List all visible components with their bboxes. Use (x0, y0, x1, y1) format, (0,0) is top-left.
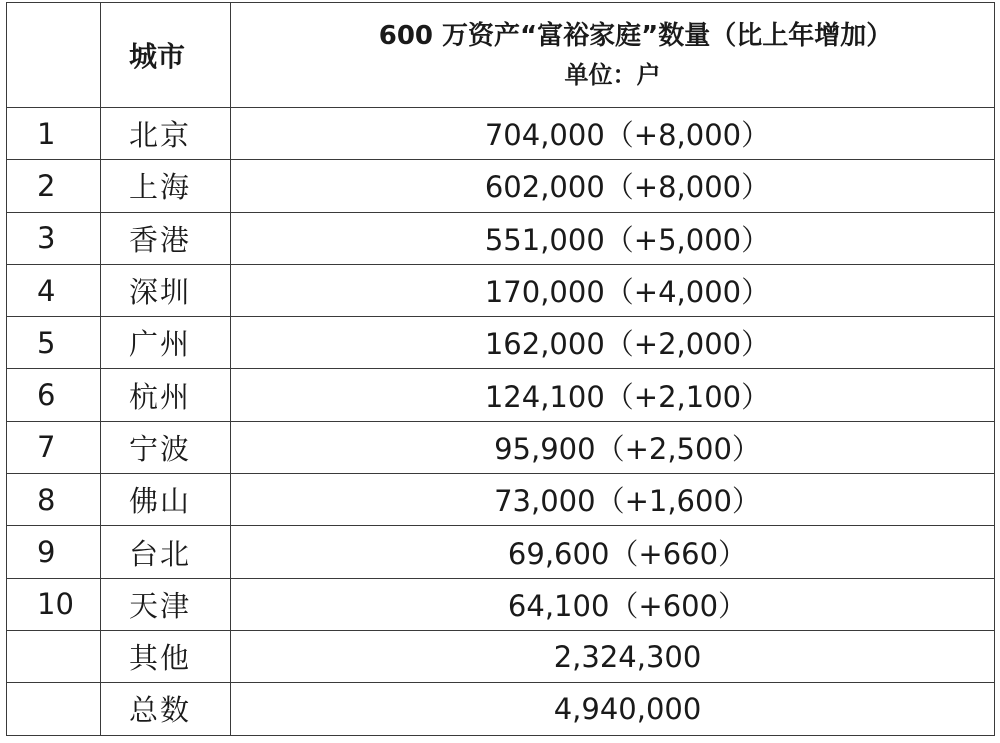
table-header (7, 3, 995, 108)
households-value: 69,600 (507, 536, 610, 571)
rank-cell: 9 (7, 526, 101, 578)
rank-cell (7, 630, 101, 682)
households-cell (231, 369, 995, 421)
city-cell: 总数 (101, 683, 231, 735)
rank-cell: 3 (7, 212, 101, 264)
households-cell (231, 474, 995, 526)
table-row (7, 212, 995, 264)
header-city-cell: 城市 (101, 3, 231, 108)
table-row (7, 474, 995, 526)
households-change: （+660） (609, 536, 748, 571)
households-change: （+8,000） (604, 170, 771, 205)
header-value-unit: 单位：户 (564, 60, 661, 89)
households-value: 95,900 (494, 431, 596, 466)
households-cell (231, 683, 995, 735)
households-value: 551,000 (484, 222, 605, 257)
header-rank-cell (7, 3, 101, 108)
households-cell (231, 578, 995, 630)
households-value: 124,100 (484, 379, 605, 414)
city-cell: 香港 (101, 212, 231, 264)
households-change: （+2,100） (604, 379, 771, 414)
city-cell: 杭州 (101, 369, 231, 421)
table-row (7, 369, 995, 421)
table-row (7, 108, 995, 160)
table-row (7, 578, 995, 630)
city-cell: 北京 (101, 108, 231, 160)
households-change: （+4,000） (604, 275, 771, 310)
table-row (7, 160, 995, 212)
table-body (7, 108, 995, 736)
header-row (7, 3, 995, 108)
header-value-cell (231, 3, 995, 108)
households-change: （+8,000） (604, 118, 771, 153)
households-change: （+5,000） (604, 222, 771, 257)
households-cell (231, 160, 995, 212)
households-cell (231, 264, 995, 316)
rank-cell: 6 (7, 369, 101, 421)
households-value: 704,000 (484, 118, 605, 153)
table-row (7, 264, 995, 316)
rank-cell: 4 (7, 264, 101, 316)
households-change: （+1,600） (595, 484, 761, 519)
rank-cell: 5 (7, 317, 101, 369)
households-cell (231, 212, 995, 264)
table-row (7, 630, 995, 682)
households-value: 170,000 (484, 275, 605, 310)
city-cell: 天津 (101, 578, 231, 630)
wealthy-households-table (6, 2, 995, 736)
households-cell (231, 421, 995, 473)
households-change: （+2,000） (604, 327, 771, 362)
households-cell (231, 108, 995, 160)
city-cell: 其他 (101, 630, 231, 682)
city-cell: 深圳 (101, 264, 231, 316)
city-cell: 上海 (101, 160, 231, 212)
rank-cell: 1 (7, 108, 101, 160)
households-cell (231, 317, 995, 369)
households-value: 4,940,000 (553, 691, 702, 726)
households-value: 2,324,300 (553, 639, 702, 674)
households-value: 162,000 (484, 327, 605, 362)
households-change: （+2,500） (595, 431, 761, 466)
table-row (7, 526, 995, 578)
households-change: （+600） (609, 588, 748, 623)
rank-cell: 2 (7, 160, 101, 212)
households-value: 602,000 (484, 170, 605, 205)
rank-cell: 7 (7, 421, 101, 473)
table-row (7, 317, 995, 369)
households-value: 64,100 (507, 588, 610, 623)
city-cell: 宁波 (101, 421, 231, 473)
city-cell: 广州 (101, 317, 231, 369)
households-cell (231, 630, 995, 682)
table-row (7, 421, 995, 473)
city-cell: 佛山 (101, 474, 231, 526)
table-row (7, 683, 995, 735)
households-cell (231, 526, 995, 578)
rank-cell: 10 (7, 578, 101, 630)
city-cell: 台北 (101, 526, 231, 578)
rank-cell: 8 (7, 474, 101, 526)
rank-cell (7, 683, 101, 735)
header-value-title: 600 万资产“富裕家庭”数量（比上年增加） (378, 21, 893, 52)
households-value: 73,000 (494, 484, 596, 519)
